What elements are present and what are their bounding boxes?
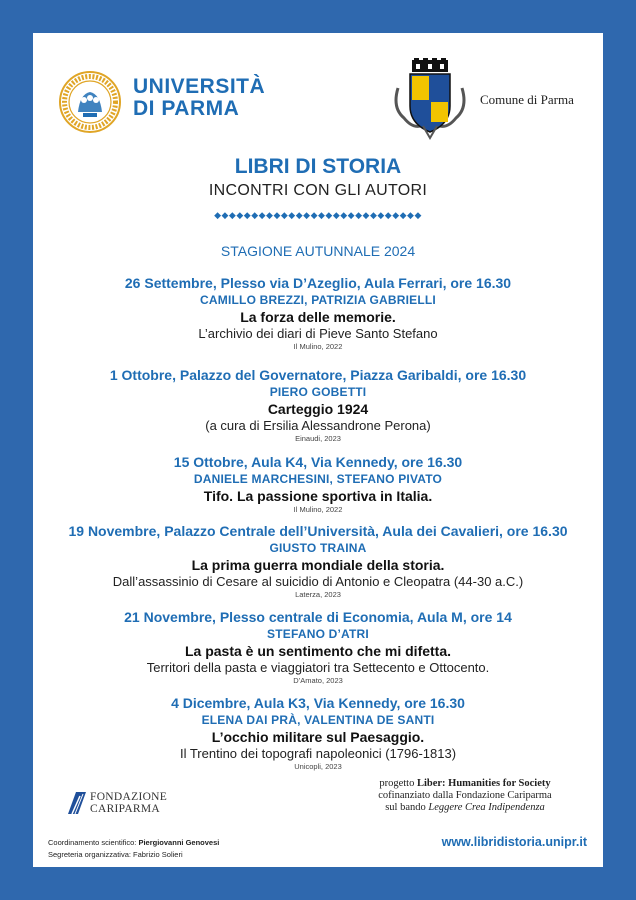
event-authors: CAMILLO BREZZI, PATRIZIA GABRIELLI	[200, 293, 436, 307]
event-publisher: Unicopli, 2023	[294, 762, 342, 771]
event-when: 15 Ottobre, Aula K4, Via Kennedy, ore 16.30	[173, 454, 463, 470]
event-item	[33, 608, 603, 685]
event-item	[33, 366, 603, 443]
fondazione-name-line1: FONDAZIONE	[90, 791, 168, 803]
event-book-subtitle: Il Trentino dei topografi napoleonici (1796-1813)	[179, 746, 457, 761]
event-publisher: D’Amato, 2023	[293, 676, 343, 685]
coordinamento-line	[48, 837, 219, 849]
website-link[interactable]: www.libridistoria.unipr.it	[441, 835, 587, 849]
fondazione-name-line2: CARIPARMA	[90, 803, 161, 815]
event-book-title: L’occhio militare sul Paesaggio.	[211, 729, 425, 745]
event-when: 19 Novembre, Palazzo Centrale dell’Università, Aula dei Cavalieri, ore 16.30	[68, 523, 568, 539]
event-book-title: Carteggio 1924	[267, 401, 369, 417]
event-when: 4 Dicembre, Aula K3, Via Kennedy, ore 16.30	[171, 695, 465, 711]
event-book-subtitle: (a cura di Ersilia Alessandrone Perona)	[205, 418, 431, 433]
bando-prefix: sul bando	[385, 802, 429, 813]
cofinanziato-line: cofinanziato dalla Fondazione Cariparma	[378, 790, 552, 801]
event-publisher: Il Mulino, 2022	[293, 342, 343, 351]
event-when: 21 Novembre, Plesso centrale di Economia, Aula M, ore 14	[124, 609, 512, 625]
page-title: LIBRI DI STORIA	[234, 155, 402, 178]
progetto-info	[340, 778, 590, 814]
fondazione-logo-icon	[66, 790, 88, 816]
event-book-subtitle: Territori della pasta e viaggiatori tra Settecento e Ottocento.	[146, 660, 490, 675]
event-authors: GIUSTO TRAINA	[269, 541, 367, 555]
page-subtitle: INCONTRI CON GLI AUTORI	[208, 182, 428, 199]
event-book-subtitle: L’archivio dei diari di Pieve Santo Stefano	[198, 326, 438, 341]
university-name-line1: UNIVERSITÀ	[133, 75, 266, 98]
event-item	[33, 274, 603, 351]
comune-name: Comune di Parma	[480, 92, 574, 107]
event-when: 1 Ottobre, Palazzo del Governatore, Piazza Garibaldi, ore 16.30	[109, 367, 527, 383]
university-name	[133, 76, 293, 120]
progetto-name: Liber: Humanities for Society	[416, 778, 551, 789]
event-item	[33, 522, 603, 599]
university-seal-icon	[58, 70, 122, 134]
event-publisher: Laterza, 2023	[295, 590, 341, 599]
event-book-title: La forza delle memorie.	[240, 309, 396, 325]
season-label: STAGIONE AUTUNNALE 2024	[220, 243, 416, 259]
progetto-prefix: progetto	[379, 778, 417, 789]
event-authors: STEFANO D’ATRI	[267, 627, 369, 641]
event-authors: DANIELE MARCHESINI, STEFANO PIVATO	[193, 472, 443, 486]
event-book-title: Tifo. La passione sportiva in Italia.	[203, 488, 433, 504]
event-item	[33, 453, 603, 514]
event-book-subtitle: Dall’assassinio di Cesare al suicidio di Antonio e Cleopatra (44-30 a.C.)	[112, 574, 524, 589]
event-item	[33, 694, 603, 771]
university-name-line2: DI PARMA	[133, 97, 240, 120]
coord-name: Piergiovanni Genovesi	[138, 838, 220, 847]
event-publisher: Il Mulino, 2022	[293, 505, 343, 514]
comune-crest-icon	[390, 58, 470, 140]
credits	[48, 837, 219, 861]
bando-line	[340, 802, 590, 814]
event-when: 26 Settembre, Plesso via D’Azeglio, Aula Ferrari, ore 16.30	[124, 275, 512, 291]
bando-name: Leggere Crea Indipendenza	[428, 802, 545, 813]
event-publisher: Einaudi, 2023	[295, 434, 341, 443]
progetto-line	[340, 778, 590, 790]
event-book-title: La prima guerra mondiale della storia.	[191, 557, 445, 573]
event-authors: PIERO GOBETTI	[269, 385, 367, 399]
diamond-divider: ◆◆◆◆◆◆◆◆◆◆◆◆◆◆◆◆◆◆◆◆◆◆◆◆◆◆◆◆	[214, 211, 422, 221]
coord-label: Coordinamento scientifico:	[48, 838, 139, 847]
fondazione-name	[90, 791, 167, 815]
event-book-title: La pasta è un sentimento che mi difetta.	[184, 643, 452, 659]
segreteria-line: Segreteria organizzativa: Fabrizio Solieri	[48, 850, 183, 859]
event-authors: ELENA DAI PRÀ, VALENTINA DE SANTI	[201, 713, 435, 727]
